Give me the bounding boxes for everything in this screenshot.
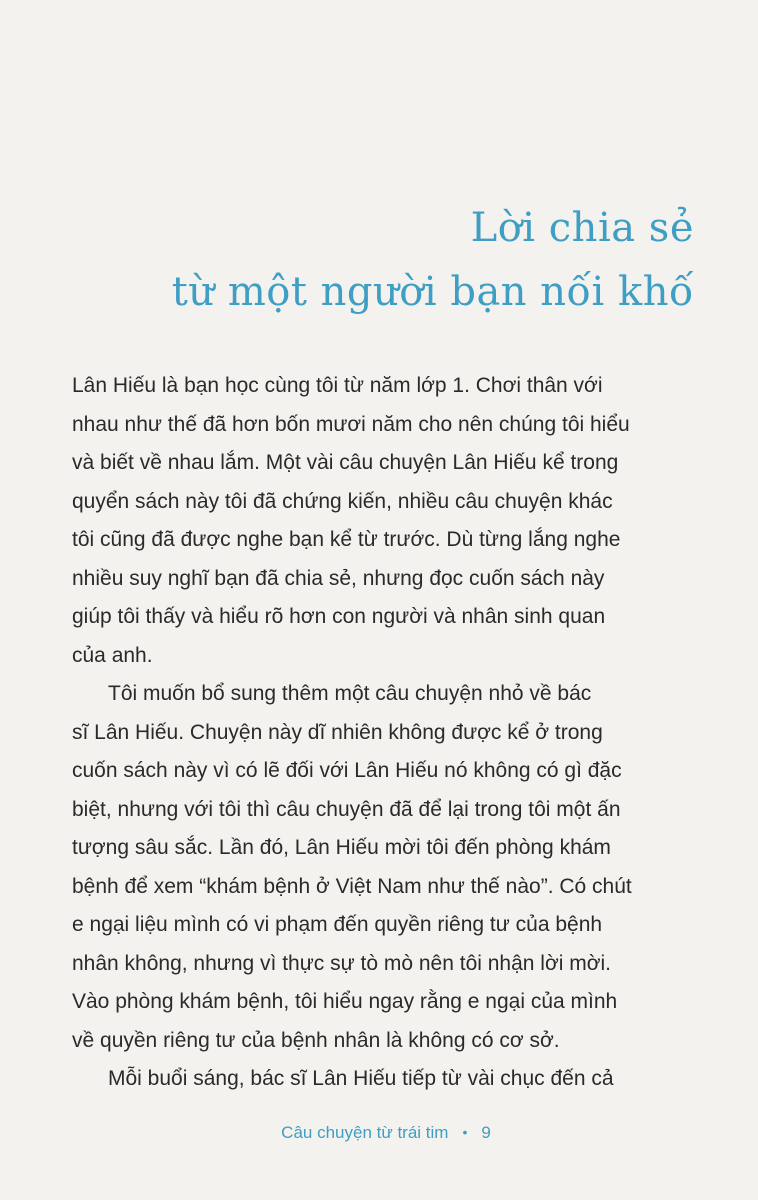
paragraph-2-line: về quyền riêng tư của bệnh nhân là không có cơ sở. xyxy=(72,1028,560,1052)
body-text xyxy=(72,367,712,1099)
paragraph-1-line: của anh. xyxy=(72,643,153,667)
paragraph-2-line: nhân không, nhưng vì thực sự tò mò nên tôi nhận lời mời. xyxy=(72,951,612,975)
chapter-title-line-2: từ một người bạn nối khố xyxy=(171,269,694,315)
running-title: Câu chuyện từ trái tim xyxy=(281,1123,449,1142)
paragraph-3-line: Mỗi buổi sáng, bác sĩ Lân Hiếu tiếp từ vài chục đến cả xyxy=(108,1067,614,1090)
paragraph-1-line: quyển sách này tôi đã chứng kiến, nhiều câu chuyện khác xyxy=(72,489,613,513)
paragraph-1-line: tôi cũng đã được nghe bạn kể từ trước. Dù từng lắng nghe xyxy=(72,528,621,551)
page-number: 9 xyxy=(481,1123,491,1142)
paragraph-2-line: Vào phòng khám bệnh, tôi hiểu ngay rằng e ngại của mình xyxy=(72,990,618,1013)
paragraph-1-line: giúp tôi thấy và hiểu rõ hơn con người và nhân sinh quan xyxy=(72,605,606,628)
paragraph-1-line: Lân Hiếu là bạn học cùng tôi từ năm lớp 1. Chơi thân với xyxy=(72,374,603,397)
separator-dot: • xyxy=(462,1124,468,1140)
chapter-title xyxy=(54,196,694,324)
paragraph-1-line: và biết về nhau lắm. Một vài câu chuyện Lân Hiếu kể trong xyxy=(72,451,619,474)
paragraph-2-line: cuốn sách này vì có lẽ đối với Lân Hiếu nó không có gì đặc xyxy=(72,759,622,782)
paragraph-1-line: nhiều suy nghĩ bạn đã chia sẻ, nhưng đọc cuốn sách này xyxy=(72,566,605,590)
paragraph-2-line: bệnh để xem “khám bệnh ở Việt Nam như thế nào”. Có chút xyxy=(72,874,632,898)
paragraph-2-line: biệt, nhưng với tôi thì câu chuyện đã để lại trong tôi một ấn xyxy=(72,797,621,821)
chapter-title-line-1: Lời chia sẻ xyxy=(470,205,694,251)
paragraph-2-line: e ngại liệu mình có vi phạm đến quyền riêng tư của bệnh xyxy=(72,913,603,936)
paragraph-2-line: tượng sâu sắc. Lần đó, Lân Hiếu mời tôi đến phòng khám xyxy=(72,836,611,859)
paragraph-2-line: sĩ Lân Hiếu. Chuyện này dĩ nhiên không được kể ở trong xyxy=(72,720,603,744)
paragraph-2-line: Tôi muốn bổ sung thêm một câu chuyện nhỏ về bác xyxy=(108,682,592,705)
page-footer xyxy=(0,1120,758,1145)
paragraph-1-line: nhau như thế đã hơn bốn mươi năm cho nên chúng tôi hiểu xyxy=(72,412,630,436)
